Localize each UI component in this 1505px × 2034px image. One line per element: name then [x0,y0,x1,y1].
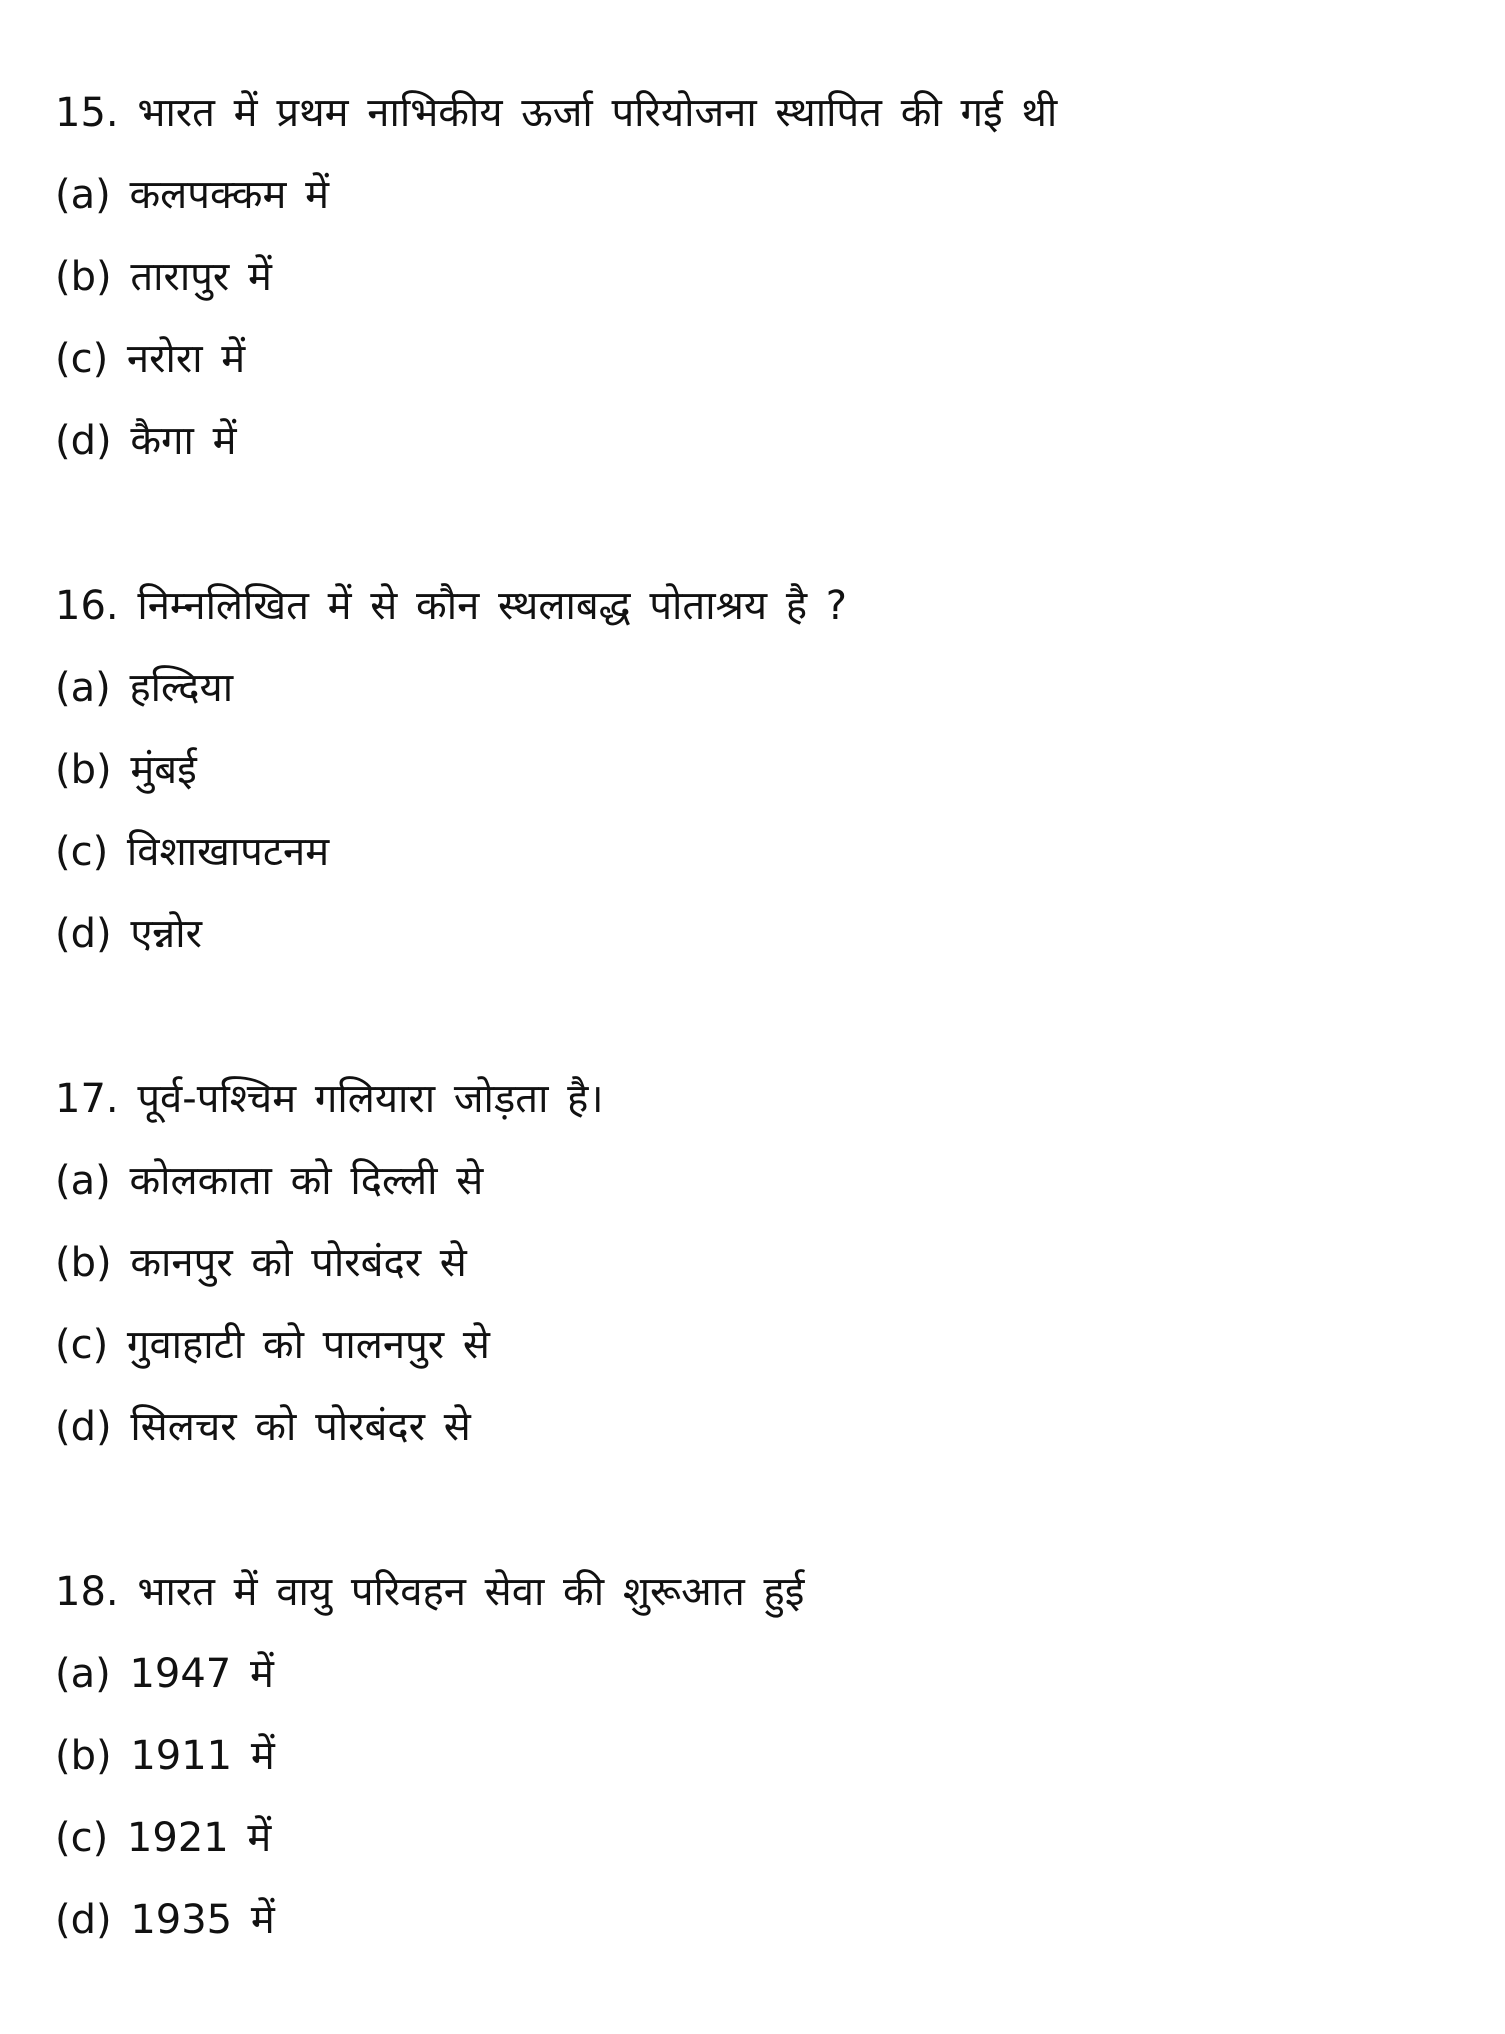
option-d: (d) कैगा में [55,418,237,464]
option-d: (d) एन्नोर [55,911,202,957]
option-c: (c) नरोरा में [55,336,246,382]
option-b: (b) 1911 में [55,1733,275,1779]
option-b: (b) मुंबई [55,747,197,793]
question-text: 16. निम्नलिखित में से कौन स्थलाबद्ध पोताश्रय है ? [55,583,848,629]
option-b: (b) तारापुर में [55,254,272,300]
question-text: 17. पूर्व-पश्चिम गलियारा जोड़ता है। [55,1076,604,1122]
option-d: (d) सिलचर को पोरबंदर से [55,1404,471,1450]
option-b: (b) कानपुर को पोरबंदर से [55,1240,467,1286]
question-18 [55,1551,1455,1961]
option-a: (a) कलपक्कम में [55,172,330,218]
option-c: (c) 1921 में [55,1815,272,1861]
option-c: (c) गुवाहाटी को पालनपुर से [55,1322,490,1368]
question-text: 18. भारत में वायु परिवहन सेवा की शुरूआत हुई [55,1569,805,1615]
option-c: (c) विशाखापटनम [55,829,330,875]
option-a: (a) हल्दिया [55,665,234,711]
option-a: (a) 1947 में [55,1651,274,1697]
question-17 [55,1058,1455,1468]
question-15 [55,72,1455,482]
question-text: 15. भारत में प्रथम नाभिकीय ऊर्जा परियोजना स्थापित की गई थी [55,90,1058,136]
option-d: (d) 1935 में [55,1897,275,1943]
question-16 [55,565,1455,975]
option-a: (a) कोलकाता को दिल्ली से [55,1158,484,1204]
